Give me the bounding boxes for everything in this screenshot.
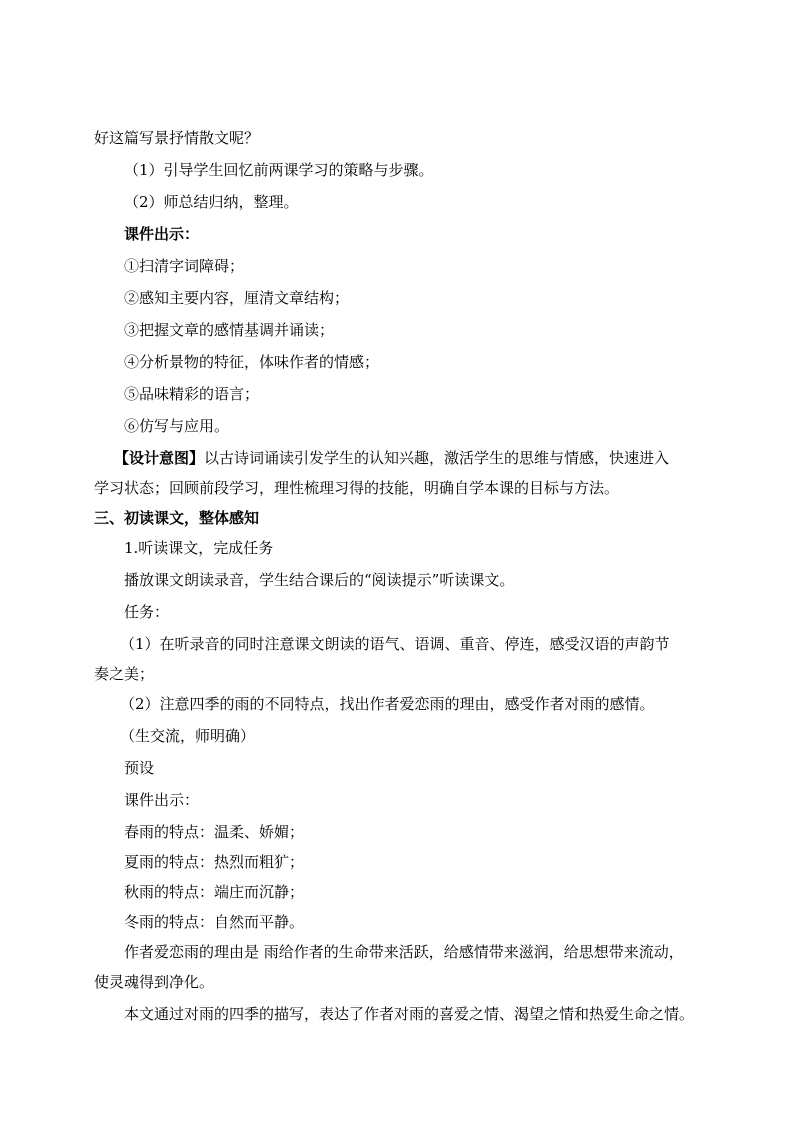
season-item: 夏雨的特点：热烈而粗犷； (124, 853, 305, 871)
courseware-item: ①扫清字词障碍； (124, 257, 245, 275)
section-heading: 三、初读课文，整体感知 (94, 509, 260, 527)
design-intent-line2: 学习状态；回顾前段学习，理性梳理习得的技能，明确自学本课的目标与方法。 (94, 479, 620, 497)
task-label: 任务： (124, 603, 170, 621)
preset-label: 预设 (124, 759, 155, 777)
season-item: 冬雨的特点：自然而平静。 (124, 913, 305, 931)
task-item-line2: 奏之美； (94, 665, 155, 683)
courseware-heading-2: 课件出示： (124, 791, 200, 809)
step-item: （2）师总结归纳，整理。 (124, 193, 299, 211)
task-item: （2）注意四季的雨的不同特点，找出作者爱恋雨的理由，感受作者对雨的感情。 (120, 695, 655, 713)
summary-line: 本文通过对雨的四季的描写，表达了作者对雨的喜爱之情、渴望之情和热爱生命之情。 (124, 1005, 695, 1023)
courseware-item: ②感知主要内容，厘清文章结构； (124, 289, 350, 307)
courseware-item: ③把握文章的感情基调并诵读； (124, 321, 335, 339)
step-item: （1）引导学生回忆前两课学习的策略与步骤。 (124, 161, 434, 179)
courseware-item: ⑤品味精彩的语言； (124, 385, 260, 403)
design-intent-label: 【设计意图】 (114, 449, 205, 467)
subheading: 1.听读课文，完成任务 (124, 539, 274, 557)
reason-line2: 使灵魂得到净化。 (94, 973, 215, 991)
courseware-item: ④分析景物的特征，体味作者的情感； (124, 353, 380, 371)
task-item-line1: （1）在听录音的同时注意课文朗读的语气、语调、重音、停连，感受汉语的声韵节 (120, 635, 670, 653)
design-intent-line (114, 448, 669, 468)
exchange-note: （生交流，师明确） (120, 727, 256, 745)
intro-line: 好这篇写景抒情散文呢？ (94, 129, 260, 147)
reason-line1: 作者爱恋雨的理由是 雨给作者的生命带来活跃，给感情带来滋润，给思想带来流动， (124, 943, 684, 961)
courseware-item: ⑥仿写与应用。 (124, 417, 230, 435)
courseware-heading: 课件出示： (124, 225, 200, 243)
season-item: 秋雨的特点：端庄而沉静； (124, 883, 305, 901)
season-item: 春雨的特点：温柔、娇媚； (124, 823, 305, 841)
play-instruction: 播放课文朗读录音，学生结合课后的“阅读提示”听读课文。 (124, 571, 515, 589)
design-intent-text: 以古诗词诵读引发学生的认知兴趣，激活学生的思维与情感，快速进入 (204, 449, 670, 467)
